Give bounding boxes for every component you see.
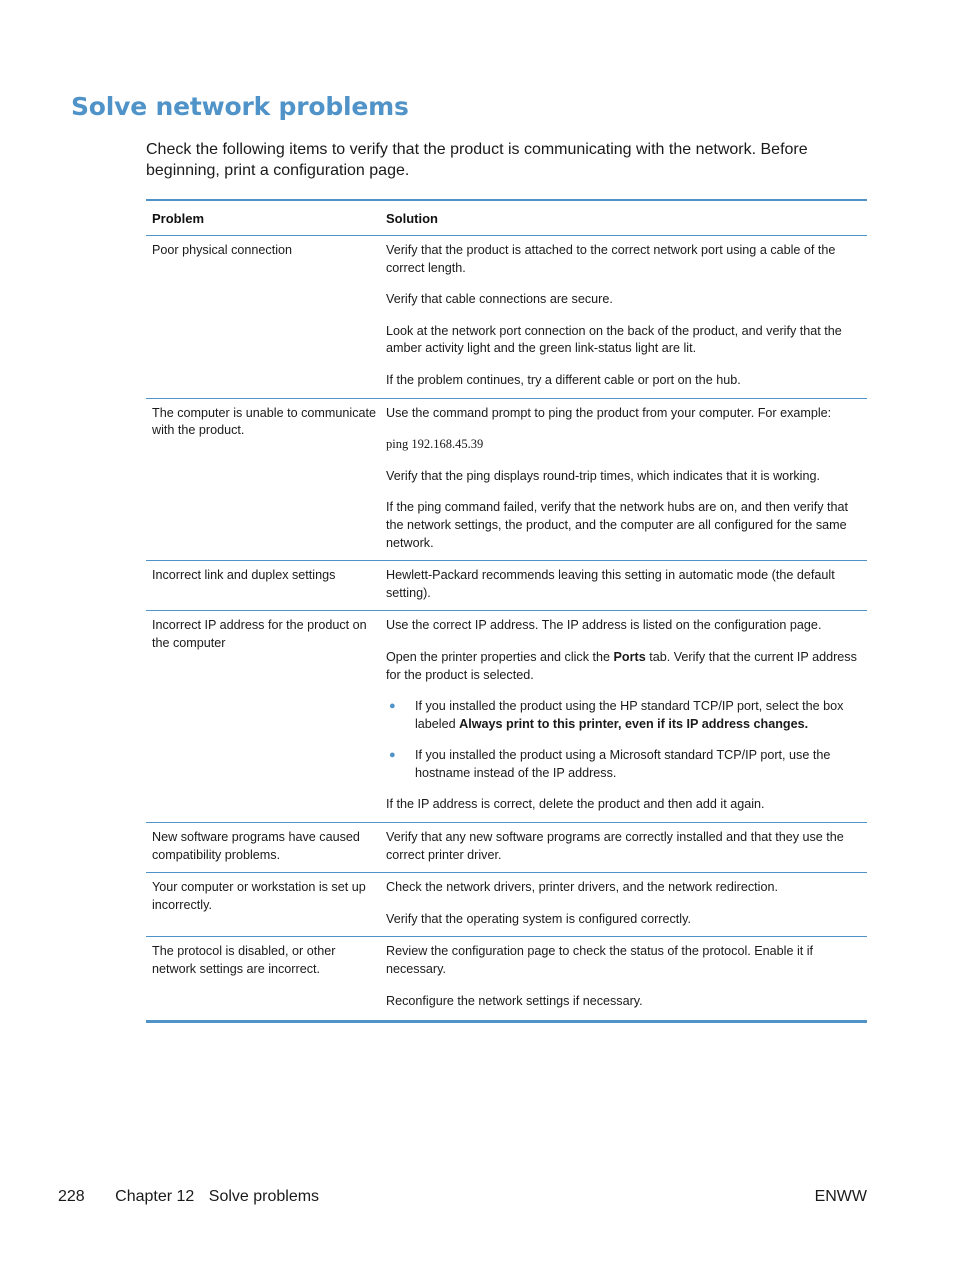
solution-paragraph: Reconfigure the network settings if necessary.	[386, 993, 643, 1008]
ports-tab-label: Ports	[613, 649, 646, 664]
page-footer-right: ENWW	[814, 1188, 867, 1205]
solution-paragraph: Look at the network port connection on the back of the product, and verify that the amber activity light and the green link-status light are lit.	[386, 323, 842, 356]
solution-cell	[386, 242, 867, 390]
problem-cell: The computer is unable to communicate with the product.	[152, 405, 377, 438]
column-header-problem: Problem	[152, 210, 205, 226]
solution-paragraph: If the IP address is correct, delete the product and then add it again.	[386, 797, 765, 812]
intro-paragraph: Check the following items to verify that the product is communicating with the network. Before beginning, print a configuration page.	[146, 141, 808, 179]
page-number: 228	[58, 1188, 85, 1205]
problem-cell: New software programs have caused compatibility problems.	[152, 830, 360, 862]
text-run: If you installed the product using a Microsoft standard TCP/IP port, use the hostname instead of the IP address.	[415, 748, 831, 780]
solution-paragraph: Verify that any new software programs are correctly installed and that they use the correct printer driver.	[386, 830, 844, 862]
solution-paragraph: If the ping command failed, verify that the network hubs are on, and then verify that the network settings, the product, and the computer are all configured for the same network.	[386, 500, 849, 550]
solution-paragraph: Hewlett-Packard recommends leaving this setting in automatic mode (the default setting).	[386, 568, 835, 600]
solution-paragraph: Use the correct IP address. The IP address is listed on the configuration page.	[386, 618, 822, 633]
solution-paragraph: Verify that the operating system is configured correctly.	[386, 911, 691, 926]
solution-cell	[386, 617, 867, 814]
problem-cell: Poor physical connection	[152, 243, 293, 257]
solution-paragraph: Check the network drivers, printer drivers, and the network redirection.	[386, 880, 778, 895]
checkbox-label-text: Always print to this printer, even if its IP address changes.	[459, 716, 809, 731]
solution-paragraph	[386, 649, 861, 684]
table-row	[146, 236, 867, 399]
bullet-item	[386, 698, 861, 733]
solution-cell	[386, 405, 867, 553]
solution-cell	[386, 879, 867, 928]
table-row	[146, 399, 867, 562]
text-run: Open the printer properties and click the	[386, 649, 614, 664]
text-run: tab. Verify that the current IP address for the product is selected.	[386, 649, 857, 682]
solution-paragraph: If the problem continues, try a different cable or port on the hub.	[386, 372, 741, 387]
solution-cell	[386, 829, 867, 864]
table-row	[146, 561, 867, 611]
text-run: If you installed the product using the HP standard TCP/IP port, select the box labeled	[415, 699, 844, 731]
chapter-label: Chapter 12	[115, 1188, 195, 1205]
solution-paragraph: Verify that the product is attached to the correct network port using a cable of the correct length.	[386, 243, 836, 275]
solution-cell	[386, 567, 867, 602]
column-header-solution: Solution	[386, 210, 438, 226]
ping-command-example: ping 192.168.45.39	[386, 437, 484, 452]
solution-paragraph: Verify that cable connections are secure.	[386, 292, 613, 307]
table-row	[146, 823, 867, 873]
bullet-item	[386, 747, 861, 782]
bullet-dot-icon: ●	[389, 749, 396, 762]
problem-cell: Incorrect IP address for the product on the computer	[152, 618, 367, 650]
table-row	[146, 873, 867, 937]
solution-paragraph: Use the command prompt to ping the product from your computer. For example:	[386, 405, 832, 420]
table-row	[146, 937, 867, 1020]
page-footer-left	[58, 1188, 345, 1206]
problem-cell: Your computer or workstation is set up incorrectly.	[152, 880, 366, 912]
section-label: Solve problems	[208, 1188, 320, 1205]
solution-cell	[386, 943, 867, 1010]
problem-cell: Incorrect link and duplex settings	[152, 568, 336, 583]
table-row	[146, 611, 867, 823]
bullet-dot-icon: ●	[389, 700, 396, 713]
table-header-row	[146, 201, 867, 236]
solution-paragraph: Verify that the ping displays round-trip times, which indicates that it is working.	[386, 468, 820, 483]
solution-paragraph: Review the configuration page to check the status of the protocol. Enable it if necessary.	[386, 944, 814, 977]
problem-cell: The protocol is disabled, or other network settings are incorrect.	[152, 944, 336, 977]
page-title: Solve network problems	[71, 92, 409, 121]
problem-solution-table	[146, 199, 867, 1023]
